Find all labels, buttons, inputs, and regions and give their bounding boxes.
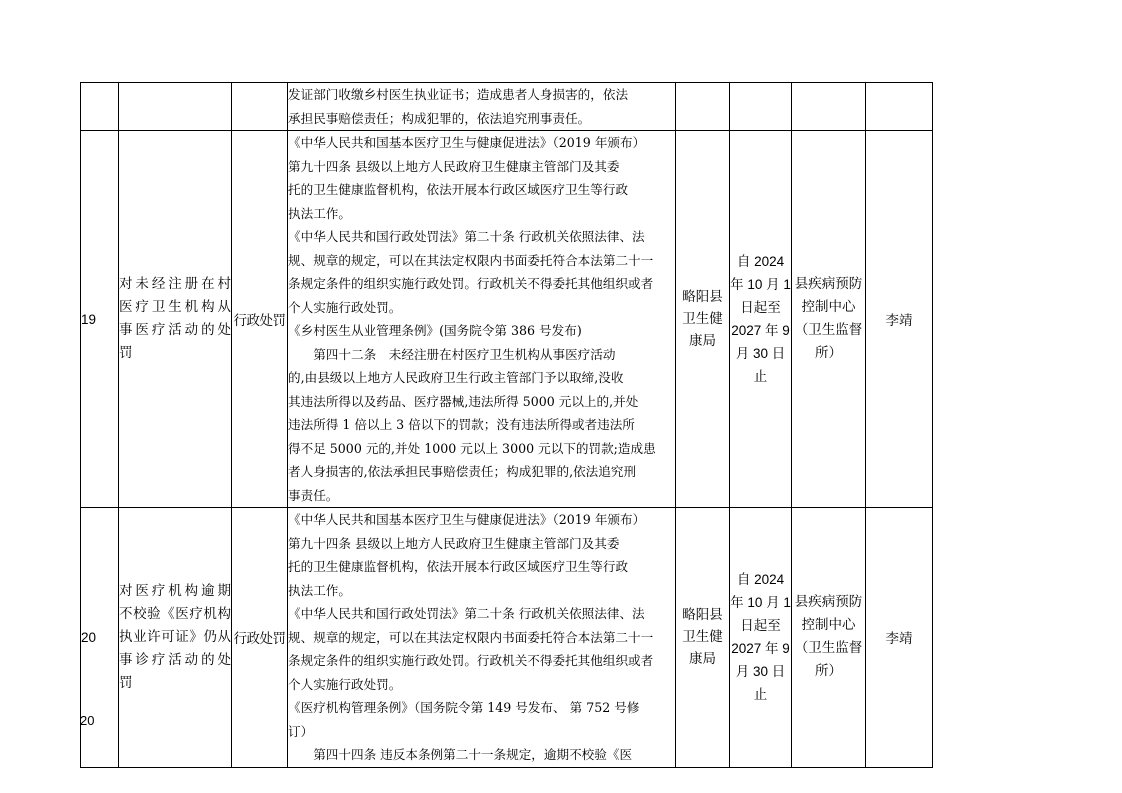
item-line: 事医疗活动的处 — [119, 322, 231, 338]
period-line: 止 — [753, 687, 768, 703]
basis-line: 托的卫生健康监督机构，依法开展本行政区域医疗卫生等行政 — [288, 182, 629, 197]
basis-line: 条规定条件的组织实施行政处罚。行政机关不得委托其他组织或者 — [288, 276, 654, 291]
org-line: 控制中心 — [801, 299, 856, 315]
basis-line: 发证部门收缴乡村医生执业证书；造成患者人身损害的，依法 — [288, 87, 629, 102]
responsible-person: 李靖 — [866, 508, 933, 768]
basis-line: 《乡村医生从业管理条例》(国务院令第 386 号发布) — [288, 323, 582, 338]
period-cell — [730, 508, 792, 768]
org-line: 县疾病预防 — [794, 276, 863, 292]
basis-line: 《中华人民共和国基本医疗卫生与健康促进法》（2019 年颁布） — [288, 135, 646, 150]
period-line: 止 — [753, 369, 768, 384]
department-line: 略阳县 — [682, 607, 723, 624]
department-cell — [676, 508, 730, 768]
number-cell — [81, 83, 119, 131]
page-number: 20 — [80, 713, 95, 728]
basis-line: 订） — [288, 723, 314, 739]
person-cell — [866, 83, 933, 131]
org-line: 所） — [815, 663, 842, 680]
basis-line: 者人身损害的,依法承担民事赔偿责任；构成犯罪的,依法追究刑 — [288, 464, 637, 479]
item-name-cell — [119, 508, 232, 768]
department-cell — [676, 83, 730, 131]
basis-line: 第四十二条 未经注册在村医疗卫生机构从事医疗活动 — [288, 346, 616, 362]
department-line: 康局 — [689, 651, 716, 668]
enforcement-table — [80, 82, 933, 768]
period-line: 年 10 月 1 — [730, 595, 791, 611]
basis-line: 《中华人民共和国行政处罚法》第二十条 行政机关依照法律、法 — [288, 229, 645, 244]
basis-line: 个人实施行政处罚。 — [288, 299, 402, 315]
item-line: 对未经注册在村 — [119, 276, 231, 292]
row-number: 20 — [81, 508, 119, 768]
period-line: 年 10 月 1 — [730, 277, 791, 292]
item-line: 执业许可证》仍从 — [119, 628, 231, 645]
table-row — [81, 131, 933, 508]
department-line: 略阳县 — [682, 289, 723, 305]
basis-line: 条规定条件的组织实施行政处罚。行政机关不得委托其他组织或者 — [288, 653, 654, 668]
org-line: 所） — [815, 345, 842, 361]
responsible-person: 李靖 — [866, 131, 933, 508]
date-cell — [730, 83, 792, 131]
basis-cell — [288, 83, 676, 131]
period-line: 日起至 — [740, 618, 781, 634]
basis-line: 《中华人民共和国行政处罚法》第二十条 行政机关依照法律、法 — [288, 606, 645, 621]
basis-line: 事责任。 — [288, 487, 339, 503]
basis-line: 得不足 5000 元的,并处 1000 元以上 3000 元以下的罚款;造成患 — [288, 440, 656, 456]
org-line: 县疾病预防 — [794, 594, 863, 611]
department-cell — [676, 131, 730, 508]
item-line: 罚 — [119, 345, 133, 361]
basis-line: 第四十四条 违反本条例第二十一条规定，逾期不校验《医 — [288, 747, 633, 762]
period-line: 2027 年 9 — [731, 641, 790, 657]
period-line: 月 30 日 — [735, 664, 786, 680]
item-line: 不校验《医疗机构 — [119, 605, 231, 622]
table-row — [81, 508, 933, 768]
basis-line: 其违法所得以及药品、医疗器械,违法所得 5000 元以上的,并处 — [288, 393, 639, 409]
basis-line: 《中华人民共和国基本医疗卫生与健康促进法》（2019 年颁布） — [288, 512, 646, 527]
basis-line: 第九十四条 县级以上地方人民政府卫生健康主管部门及其委 — [288, 158, 620, 174]
item-line: 罚 — [119, 674, 133, 691]
basis-line: 第九十四条 县级以上地方人民政府卫生健康主管部门及其委 — [288, 535, 620, 551]
penalty-type: 行政处罚 — [232, 508, 288, 768]
item-cell — [119, 83, 232, 131]
basis-line: 违法所得 1 倍以上 3 倍以下的罚款；没有违法所得或者违法所 — [288, 417, 635, 432]
basis-line: 承担民事赔偿责任；构成犯罪的，依法追究刑事责任。 — [288, 110, 591, 126]
period-line: 2027 年 9 — [731, 323, 790, 338]
entrusted-org-cell — [792, 131, 866, 508]
table-row-continuation — [81, 83, 933, 131]
period-line: 日起至 — [740, 300, 781, 315]
row-number: 19 — [81, 131, 119, 508]
basis-line: 规、规章的规定，可以在其法定权限内书面委托符合本法第二十一 — [288, 629, 654, 645]
department-line: 卫生健 — [682, 311, 723, 327]
basis-line: 托的卫生健康监督机构，依法开展本行政区域医疗卫生等行政 — [288, 559, 629, 574]
period-line: 自 2024 — [736, 572, 785, 588]
basis-line: 《医疗机构管理条例》（国务院令第 149 号发布、 第 752 号修 — [288, 700, 640, 715]
item-line: 对医疗机构逾期 — [119, 582, 231, 599]
item-line: 事诊疗活动的处 — [119, 651, 231, 668]
legal-basis-cell — [288, 508, 676, 768]
department-line: 康局 — [689, 333, 716, 349]
period-line: 自 2024 — [736, 254, 785, 269]
penalty-type: 行政处罚 — [232, 131, 288, 508]
basis-line: 规、规章的规定，可以在其法定权限内书面委托符合本法第二十一 — [288, 252, 654, 268]
legal-basis-cell — [288, 131, 676, 508]
org-line: 控制中心 — [801, 617, 856, 634]
org-cell — [792, 83, 866, 131]
basis-line: 个人实施行政处罚。 — [288, 676, 402, 692]
basis-line: 的,由县级以上地方人民政府卫生行政主管部门予以取缔,没收 — [288, 370, 624, 385]
basis-line: 执法工作。 — [288, 582, 351, 598]
org-line: （卫生监督 — [794, 322, 863, 338]
item-name-cell — [119, 131, 232, 508]
period-line: 月 30 日 — [735, 346, 786, 361]
basis-line: 执法工作。 — [288, 205, 351, 221]
period-cell — [730, 131, 792, 508]
department-line: 卫生健 — [682, 629, 723, 646]
type-cell — [232, 83, 288, 131]
org-line: （卫生监督 — [794, 640, 863, 657]
item-line: 医疗卫生机构从 — [119, 299, 231, 315]
entrusted-org-cell — [792, 508, 866, 768]
